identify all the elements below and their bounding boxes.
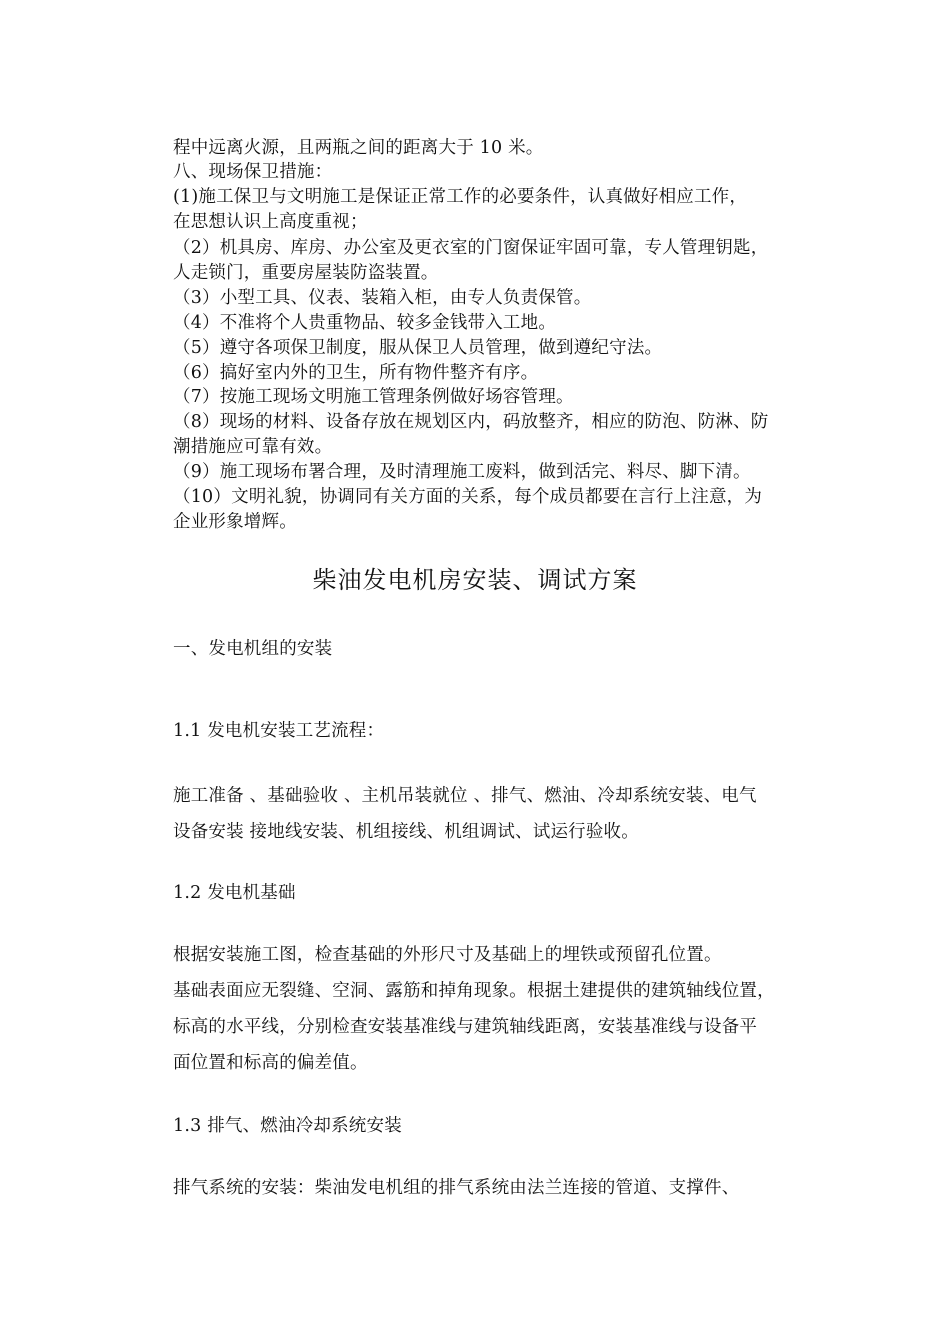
section-heading: 一、发电机组的安装 [173,639,333,659]
text-line: （7）按施工现场文明施工管理条例做好场容管理。 [173,387,574,407]
document-title: 柴油发电机房安装、调试方案 [312,566,638,594]
text-line: 根据安装施工图，检查基础的外形尺寸及基础上的埋铁或预留孔位置。 [173,945,722,965]
text-line: （4）不准将个人贵重物品、较多金钱带入工地。 [173,313,557,333]
subsection-heading: 1.2 发电机基础 [173,883,296,903]
text-line: 面位置和标高的偏差值。 [173,1053,368,1073]
text-line: 基础表面应无裂缝、空洞、露筋和掉角现象。根据土建提供的建筑轴线位置， [173,981,775,1001]
text-line: （6）搞好室内外的卫生，所有物件整齐有序。 [173,363,539,383]
text-line: 排气系统的安装：柴油发电机组的排气系统由法兰连接的管道、支撑件、 [173,1178,740,1198]
text-line: 设备安装 接地线安装、机组接线、机组调试、试运行验收。 [173,822,639,842]
subsection-heading: 1.3 排气、燃油冷却系统安装 [173,1116,402,1136]
section-heading-security: 八、现场保卫措施： [173,162,333,182]
text-line: 标高的水平线，分别检查安装基准线与建筑轴线距离，安装基准线与设备平 [173,1017,758,1037]
text-line: 人走锁门，重要房屋装防盗装置。 [173,263,439,283]
subsection-heading: 1.1 发电机安装工艺流程： [173,721,385,741]
text-line: 程中远离火源，且两瓶之间的距离大于 10 米。 [173,138,544,158]
text-line: （2）机具房、库房、办公室及更衣室的门窗保证牢固可靠，专人管理钥匙， [173,238,769,258]
text-line: （3）小型工具、仪表、装箱入柜，由专人负责保管。 [173,288,592,308]
text-line: 潮措施应可靠有效。 [173,437,333,457]
text-line: （10）文明礼貌，协调同有关方面的关系，每个成员都要在言行上注意，为 [173,487,763,507]
text-line: （8）现场的材料、设备存放在规划区内，码放整齐，相应的防泡、防淋、防 [173,412,769,432]
text-line: 施工准备 、基础验收 、主机吊装就位 、排气、燃油、冷却系统安装、电气 [173,786,757,806]
text-line: (1)施工保卫与文明施工是保证正常工作的必要条件，认真做好相应工作， [173,187,748,207]
text-line: （9）施工现场布署合理，及时清理施工废料，做到活完、料尽、脚下清。 [173,462,751,482]
text-line: （5）遵守各项保卫制度，服从保卫人员管理，做到遵纪守法。 [173,338,663,358]
text-line: 企业形象增辉。 [173,512,297,532]
text-line: 在思想认识上高度重视； [173,212,368,232]
